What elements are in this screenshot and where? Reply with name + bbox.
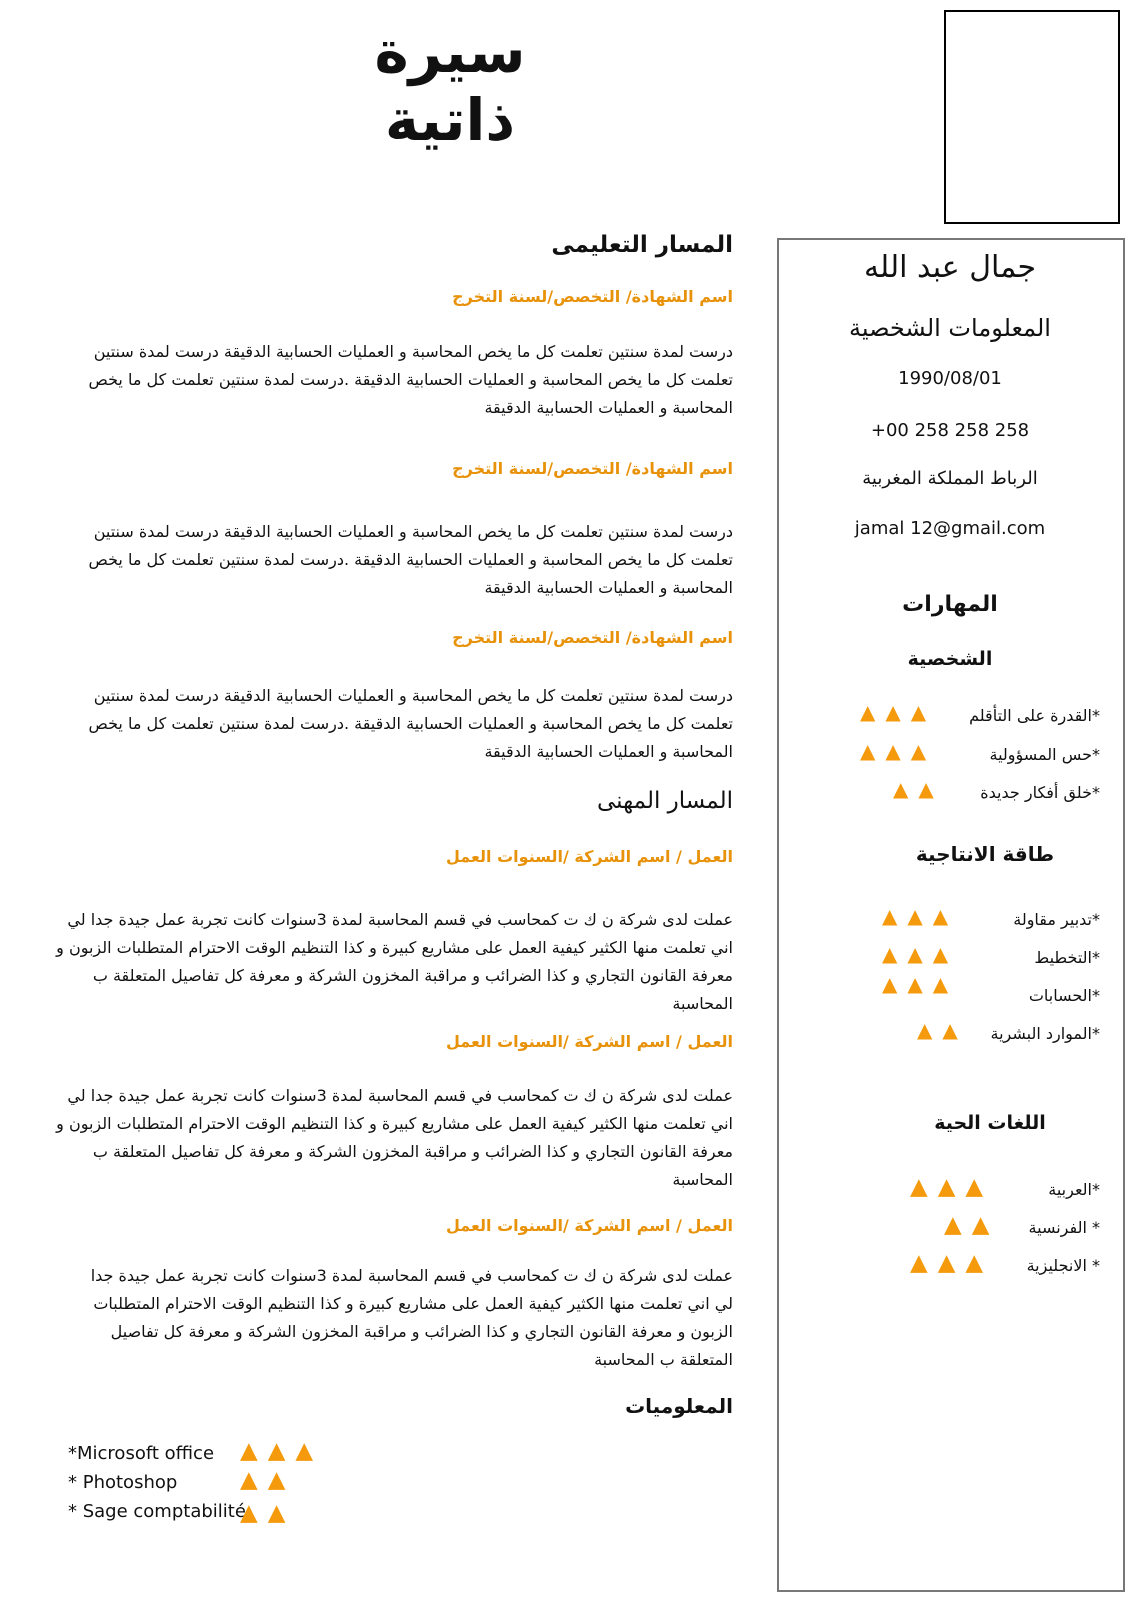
personal-skills-title: الشخصية: [907, 648, 993, 670]
skills-title: المهارات: [902, 592, 998, 617]
page-title: سيرة ذاتية: [374, 18, 526, 154]
skill-label: *القدرة على التأقلم: [969, 706, 1100, 725]
rating-triangles: ▲▲▲: [882, 972, 959, 996]
language-label: *العربية: [1048, 1180, 1100, 1199]
career-entry-heading: العمل / اسم الشركة /السنوات العمل: [446, 1216, 733, 1235]
rating-triangles: ▲▲▲: [240, 1438, 324, 1464]
education-entry-heading: اسم الشهادة/ التخصص/لسنة التخرج: [452, 628, 733, 647]
rating-triangles: ▲▲▲: [882, 942, 959, 966]
rating-triangles: ▲▲▲: [860, 700, 937, 724]
skill-label: *خلق أفكار جديدة: [980, 783, 1100, 802]
personal-info-title: المعلومات الشخصية: [849, 314, 1051, 342]
it-skill-label: *Microsoft office: [68, 1443, 215, 1464]
rating-triangles: ▲▲: [240, 1467, 296, 1493]
education-entry-heading: اسم الشهادة/ التخصص/لسنة التخرج: [452, 287, 733, 306]
career-title: المسار المهنى: [596, 788, 733, 814]
rating-triangles: ▲▲▲: [882, 904, 959, 928]
rating-triangles: ▲▲▲: [910, 1250, 994, 1276]
skill-label: *الحسابات: [1028, 986, 1100, 1005]
email: jamal 12@gmail.com: [854, 518, 1046, 539]
education-entry-text: درست لمدة سنتين تعلمت كل ما يخص المحاسبة و العمليات الحسابية الدقيقة درست لمدة سنتين تعلمت كل ما يخص المحاسبة و العمليات الحسابية الدقيقة .درست لمدة سنتين تعلمت كل ما يخص المحاسبة و العمليات الحسابية الدقيقة: [88, 342, 733, 417]
address: الرباط المملكة المغربية: [862, 468, 1038, 489]
career-entry-text: عملت لدى شركة ن ك ت كمحاسب في قسم المحاسبة لمدة 3سنوات كانت تجربة عمل جيدة جدا لي اني تعلمت منها الكثير كيفية العمل على مشاريع كبيرة و كذا التنظيم الوقت الاحترام المتطلبات الزبون و معرفة القانون التجاري و كذا الضرائب و مراقبة المخزون الشركة و معرفة كل تفاصيل المتعلقة ب المحاسبة: [90, 1266, 733, 1369]
skill-label: *الموارد البشرية: [990, 1024, 1100, 1043]
career-entry-heading: العمل / اسم الشركة /السنوات العمل: [446, 1032, 733, 1051]
it-skill-label: * Sage comptabilité: [68, 1501, 246, 1522]
skill-label: *التخطيط: [1034, 948, 1100, 967]
education-entry-text: درست لمدة سنتين تعلمت كل ما يخص المحاسبة و العمليات الحسابية الدقيقة درست لمدة سنتين تعلمت كل ما يخص المحاسبة و العمليات الحسابية الدقيقة .درست لمدة سنتين تعلمت كل ما يخص المحاسبة و العمليات الحسابية الدقيقة: [88, 686, 733, 761]
it-title: المعلوميات: [625, 1394, 733, 1418]
productivity-title: طاقة الانتاجية: [915, 842, 1055, 866]
languages-title: اللغات الحية: [934, 1112, 1046, 1134]
rating-triangles: ▲▲▲: [910, 1174, 994, 1200]
education-entry-text: درست لمدة سنتين تعلمت كل ما يخص المحاسبة و العمليات الحسابية الدقيقة درست لمدة سنتين تعلمت كل ما يخص المحاسبة و العمليات الحسابية الدقيقة .درست لمدة سنتين تعلمت كل ما يخص المحاسبة و العمليات الحسابية الدقيقة: [88, 522, 733, 597]
rating-triangles: ▲▲▲: [860, 739, 937, 763]
language-label: * الفرنسية: [1028, 1218, 1100, 1237]
it-skill-label: * Photoshop: [68, 1472, 178, 1493]
language-label: * الانجليزية: [1026, 1256, 1100, 1275]
photo-frame: [944, 10, 1120, 224]
career-entry-text: عملت لدى شركة ن ك ت كمحاسب في قسم المحاسبة لمدة 3سنوات كانت تجربة عمل جيدة جدا لي اني تعلمت منها الكثير كيفية العمل على مشاريع كبيرة و كذا التنظيم الوقت الاحترام المتطلبات الزبون و معرفة القانون التجاري و كذا الضرائب و مراقبة المخزون الشركة و معرفة كل تفاصيل المتعلقة ب المحاسبة: [56, 910, 733, 1013]
skill-label: *تدبير مقاولة: [1013, 910, 1100, 929]
candidate-name: جمال عبد الله: [863, 250, 1037, 285]
rating-triangles: ▲▲: [944, 1212, 1000, 1238]
education-entry-heading: اسم الشهادة/ التخصص/لسنة التخرج: [452, 459, 733, 478]
skill-label: *حس المسؤولية: [989, 745, 1100, 764]
rating-triangles: ▲▲: [893, 777, 944, 801]
rating-triangles: ▲▲: [917, 1018, 968, 1042]
career-entry-heading: العمل / اسم الشركة /السنوات العمل: [446, 847, 733, 866]
birthdate: 1990/08/01: [898, 368, 1002, 389]
education-title: المسار التعليمى: [551, 232, 733, 258]
phone: +00 258 258 258: [870, 420, 1030, 441]
career-entry-text: عملت لدى شركة ن ك ت كمحاسب في قسم المحاسبة لمدة 3سنوات كانت تجربة عمل جيدة جدا لي اني تعلمت منها الكثير كيفية العمل على مشاريع كبيرة و كذا التنظيم الوقت الاحترام المتطلبات الزبون و معرفة القانون التجاري و كذا الضرائب و مراقبة المخزون الشركة و معرفة كل تفاصيل المتعلقة ب المحاسبة: [56, 1086, 733, 1189]
rating-triangles: ▲▲: [240, 1500, 296, 1526]
